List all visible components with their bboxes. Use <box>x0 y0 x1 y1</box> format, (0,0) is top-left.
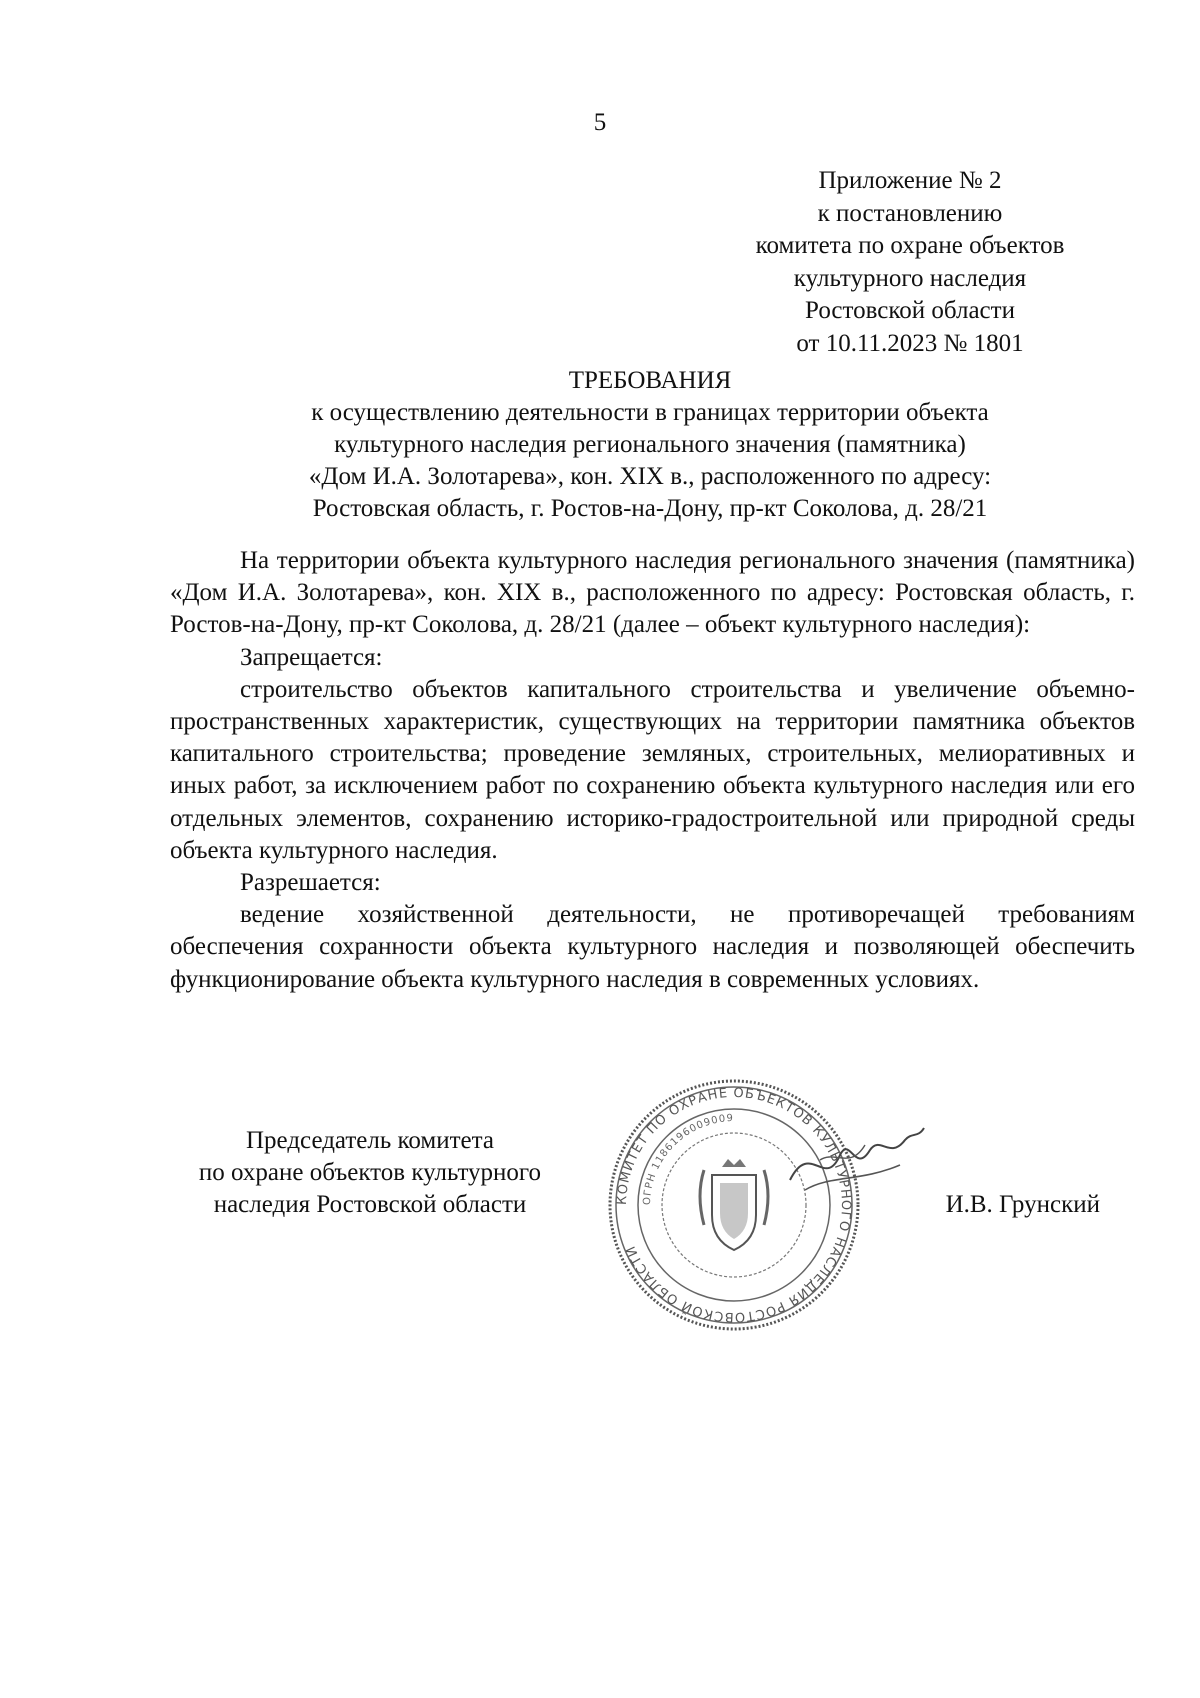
handwritten-signature-icon <box>780 1120 930 1210</box>
document-title <box>230 365 1070 525</box>
signatory-line: Председатель комитета <box>246 1127 494 1154</box>
title-line: «Дом И.А. Золотарева», кон. XIX в., расположенного по адресу: <box>308 463 992 490</box>
appendix-line: Ростовской области <box>805 297 1015 324</box>
title-line: культурного наследия регионального значения (памятника) <box>334 431 966 458</box>
appendix-line: культурного наследия <box>793 264 1027 292</box>
title-line: к осуществлению деятельности в границах территории объекта <box>311 399 989 426</box>
appendix-line: от 10.11.2023 № 1801 <box>796 329 1024 357</box>
signatory-title <box>160 1125 580 1221</box>
signer-name: И.В. Грунский <box>945 1191 1100 1218</box>
title-heading: ТРЕБОВАНИЯ <box>568 367 732 394</box>
svg-text:ОГРН 1186196009009: ОГРН 1186196009009 <box>641 1112 735 1206</box>
body-paragraph: На территории объекта культурного наследия регионального значения (памятника) «Дом И.А. Золотарева», кон. XIX в., расположенного по адресу: Ростовская область, г. Ростов-на-Дону, пр-кт Соколова, д. 28/21 (далее – объект культурного наследия): <box>170 547 1135 639</box>
coat-of-arms-icon <box>700 1159 768 1250</box>
appendix-header <box>720 165 1100 360</box>
signatory-line: наследия Ростовской области <box>213 1191 527 1218</box>
page-number: 5 <box>593 109 607 136</box>
body-paragraph: Разрешается: <box>240 869 381 897</box>
svg-text:КОМИТЕТ ПО ОХРАНЕ ОБЪЕКТОВ КУЛ: КОМИТЕТ ПО ОХРАНЕ ОБЪЕКТОВ КУЛЬТУРНОГО НАСЛЕДИЯ РОСТОВСКОЙ ОБЛАСТИ <box>614 1085 854 1325</box>
signatory-line: по охране объектов культурного <box>198 1159 542 1186</box>
body-paragraph: Запрещается: <box>240 643 383 671</box>
title-line: Ростовская область, г. Ростов-на-Дону, пр-кт Соколова, д. 28/21 <box>312 495 988 522</box>
appendix-line: Приложение № 2 <box>818 167 1002 194</box>
body-paragraph: строительство объектов капитального строительства и увеличение объемно-пространственных характеристик, существующих на территории памятника объектов капитального строительства; проведение земляных, строительных, мелиоративных и иных работ, за исключением работ по сохранению объекта культурного наследия или его отдельных элементов, сохранению историко-градостроительной или природной среды объекта культурного наследия. <box>170 675 1135 864</box>
appendix-line: к постановлению <box>817 199 1003 227</box>
body-paragraph: ведение хозяйственной деятельности, не противоречащей требованиям обеспечения сохранности объекта культурного наследия и позволяющей обеспечить функционирование объекта культурного наследия в современных условиях. <box>170 901 1135 993</box>
appendix-line: комитета по охране объектов <box>755 232 1065 259</box>
document-body <box>170 545 1135 996</box>
